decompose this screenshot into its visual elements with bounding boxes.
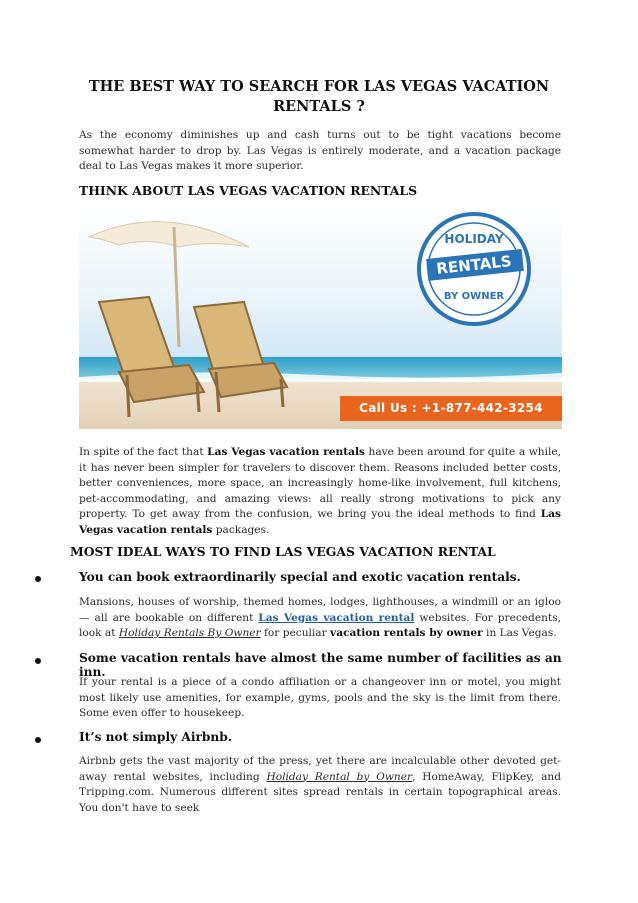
holiday-rentals-by-owner-link[interactable]: Holiday Rentals By Owner <box>118 627 261 639</box>
bullet-body-1 <box>79 595 561 642</box>
text-run: Airbnb gets the vast majority of the press, yet there are incalculable other devoted get-away rental websites, including <box>79 755 561 783</box>
stamp-bottom-text: BY OWNER <box>443 291 505 302</box>
text-run: packages. <box>212 523 270 536</box>
bold-run: vacation rentals by owner <box>330 627 483 639</box>
section-heading-think: THINK ABOUT LAS VEGAS VACATION RENTALS <box>79 183 418 198</box>
section-heading-ideal-ways: MOST IDEAL WAYS TO FIND LAS VEGAS VACATION RENTAL <box>70 544 496 559</box>
text-run: for peculiar <box>260 627 331 639</box>
bullet-body-2: If your rental is a piece of a condo affiliation or a changeover inn or motel, you might most likely use amenities, for example, gyms, pools and the sky is the limit from there. Some even offer to housekeep. <box>79 676 561 719</box>
stamp-middle-text: RENTALS <box>435 252 513 278</box>
bullet-title-2: Some vacation rentals have almost the same number of facilities as an inn. <box>79 651 562 679</box>
text-run: Mansions, houses of worship, themed homes, lodges, lighthouses, a windmill or an igloo — all are bookable on different <box>79 596 561 624</box>
bold-run: Las Vegas vacation rentals <box>207 446 365 458</box>
holiday-rental-by-owner-link[interactable]: Holiday Rental by Owner <box>266 770 413 783</box>
text-run: , HomeAway, FlipKey, and Tripping.com. Numerous different sites spread rentals in certain topographical areas. You don't have to seek <box>79 770 561 814</box>
call-us-banner: Call Us : +1-877-442-3254 <box>340 396 562 421</box>
rentals-paragraph <box>79 445 561 538</box>
bullet-title-3: It’s not simply Airbnb. <box>79 730 233 744</box>
bullet-dot <box>35 576 41 582</box>
bullet-title-1: You can book extraordinarily special and exotic vacation rentals. <box>79 570 521 584</box>
text-run: have been around for quite a while, it has never been simpler for travelers to discover them. Reasons included better costs, better conveniences, more space, an increasingly home-like involvement, full kitchens, pet-accommodating, and amazing views: all really strong motivations to pick any property. To get away from the confusion, we bring you the ideal methods to find <box>79 446 562 520</box>
text-run: In spite of the fact that <box>79 446 208 458</box>
holiday-rentals-stamp <box>419 214 529 324</box>
bullet-dot <box>35 737 41 743</box>
bullet-dot <box>35 658 41 664</box>
text-run: websites. For precedents, look at <box>79 611 561 639</box>
intro-paragraph: As the economy diminishes up and cash turns out to be tight vacations become somewhat harder to drop by. Las Vegas is entirely moderate, and a vacation package deal to Las Vegas makes it more superior. <box>79 129 561 172</box>
title-line-2: RENTALS ? <box>273 98 365 115</box>
text-run: in Las Vegas. <box>482 627 557 639</box>
bold-run: Las Vegas vacation rentals <box>79 508 561 536</box>
las-vegas-vacation-rental-link[interactable]: Las Vegas vacation rental <box>258 611 415 624</box>
title-line-1: THE BEST WAY TO SEARCH FOR LAS VEGAS VACATION <box>88 78 550 95</box>
beach-photo <box>79 207 562 429</box>
stamp-top-text: HOLIDAY <box>444 232 504 246</box>
page-title <box>70 77 568 117</box>
bullet-body-3 <box>79 754 561 816</box>
